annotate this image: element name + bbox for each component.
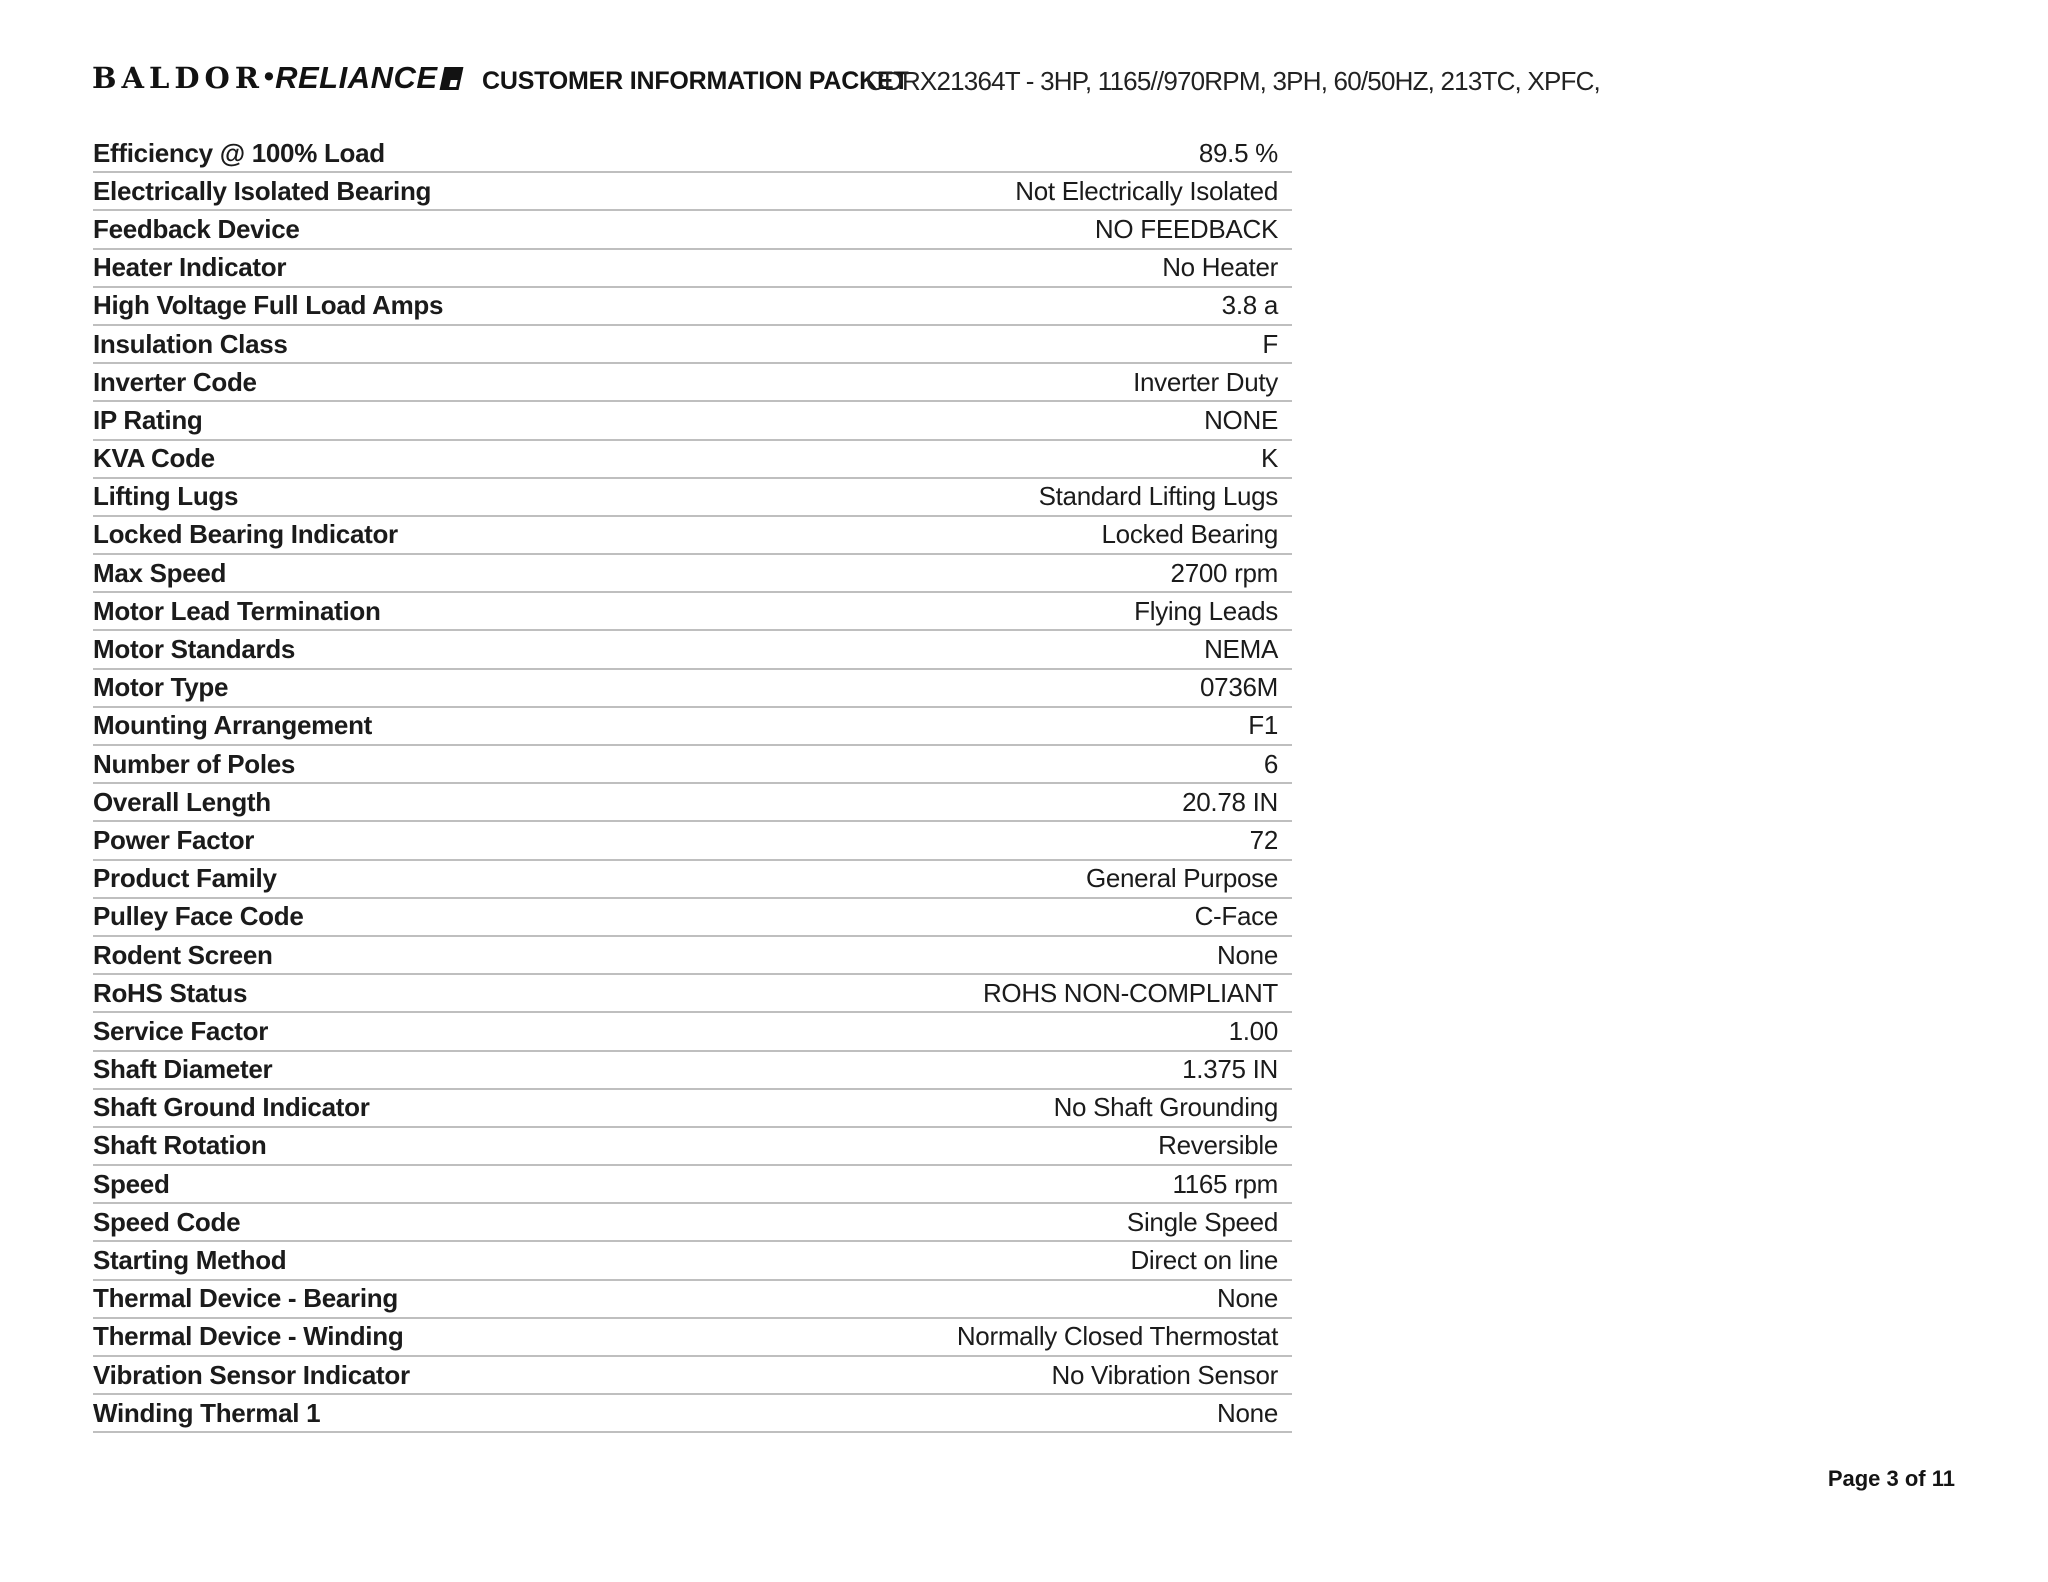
spec-label: Rodent Screen xyxy=(93,939,273,970)
spec-value: Normally Closed Thermostat xyxy=(956,1321,1278,1352)
spec-label: Speed xyxy=(93,1168,170,1199)
spec-value: No Shaft Grounding xyxy=(1053,1092,1278,1123)
spec-value: K xyxy=(1260,443,1278,474)
spec-value: 6 xyxy=(1263,748,1278,779)
spec-label: Motor Type xyxy=(93,672,229,703)
spec-label: Insulation Class xyxy=(93,328,288,359)
spec-row xyxy=(93,1166,1292,1204)
spec-row xyxy=(93,861,1292,899)
spec-row xyxy=(93,1013,1292,1051)
spec-value: 3.8 a xyxy=(1221,290,1278,321)
spec-label: Shaft Rotation xyxy=(93,1130,267,1161)
spec-row xyxy=(93,1395,1292,1433)
spec-value: NONE xyxy=(1204,404,1278,435)
spec-label: Product Family xyxy=(93,863,277,894)
spec-row xyxy=(93,1204,1292,1242)
spec-label: RoHS Status xyxy=(93,977,248,1008)
spec-value: Single Speed xyxy=(1126,1206,1278,1237)
spec-value: Standard Lifting Lugs xyxy=(1038,481,1278,512)
spec-row xyxy=(93,211,1292,249)
spec-value: F1 xyxy=(1248,710,1278,741)
spec-label: Power Factor xyxy=(93,824,255,855)
spec-row xyxy=(93,1052,1292,1090)
spec-value: Reversible xyxy=(1158,1130,1278,1161)
spec-value: No Vibration Sensor xyxy=(1051,1359,1278,1390)
spec-row xyxy=(93,364,1292,402)
spec-label: Number of Poles xyxy=(93,748,296,779)
spec-row xyxy=(93,402,1292,440)
spec-label: KVA Code xyxy=(93,443,215,474)
spec-row xyxy=(93,822,1292,860)
spec-label: Lifting Lugs xyxy=(93,481,239,512)
spec-label: Locked Bearing Indicator xyxy=(93,519,398,550)
spec-label: Heater Indicator xyxy=(93,252,287,283)
logo-dot-separator: • xyxy=(263,61,275,93)
spec-row xyxy=(93,326,1292,364)
document-title: CUSTOMER INFORMATION PACKET xyxy=(482,67,909,95)
spec-value: General Purpose xyxy=(1085,863,1278,894)
spec-label: Motor Lead Termination xyxy=(93,595,381,626)
spec-row xyxy=(93,937,1292,975)
spec-label: Feedback Device xyxy=(93,213,300,244)
spec-row xyxy=(93,288,1292,326)
spec-label: Speed Code xyxy=(93,1206,241,1237)
spec-row xyxy=(93,746,1292,784)
spec-label: IP Rating xyxy=(93,404,203,435)
spec-row xyxy=(93,173,1292,211)
spec-value: Locked Bearing xyxy=(1101,519,1278,550)
spec-row xyxy=(93,1281,1292,1319)
spec-value: NEMA xyxy=(1204,634,1278,665)
spec-value: Not Electrically Isolated xyxy=(1015,175,1278,206)
spec-label: Electrically Isolated Bearing xyxy=(93,175,432,206)
spec-label: Winding Thermal 1 xyxy=(93,1397,321,1428)
spec-label: Thermal Device - Bearing xyxy=(93,1283,398,1314)
spec-row xyxy=(93,1357,1292,1395)
spec-row xyxy=(93,899,1292,937)
spec-label: Shaft Ground Indicator xyxy=(93,1092,370,1123)
spec-label: Inverter Code xyxy=(93,366,257,397)
spec-value: None xyxy=(1217,1283,1278,1314)
spec-value: None xyxy=(1217,1397,1278,1428)
spec-row xyxy=(93,250,1292,288)
spec-label: Service Factor xyxy=(93,1015,269,1046)
spec-value: Flying Leads xyxy=(1134,595,1278,626)
baldor-wordmark: BALDOR xyxy=(92,61,264,95)
spec-row xyxy=(93,593,1292,631)
spec-value: Direct on line xyxy=(1130,1245,1278,1276)
spec-value: 0736M xyxy=(1200,672,1278,703)
spec-label: High Voltage Full Load Amps xyxy=(93,290,444,321)
spec-row xyxy=(93,708,1292,746)
spec-value: 1.00 xyxy=(1228,1015,1278,1046)
spec-value: F xyxy=(1262,328,1278,359)
spec-value: 1165 rpm xyxy=(1172,1168,1278,1199)
spec-label: Pulley Face Code xyxy=(93,901,304,932)
spec-row xyxy=(93,555,1292,593)
spec-value: NO FEEDBACK xyxy=(1094,213,1278,244)
spec-label: Efficiency @ 100% Load xyxy=(93,137,385,168)
spec-value: ROHS NON-COMPLIANT xyxy=(982,977,1278,1008)
reliance-wordmark: RELIANCE xyxy=(275,60,438,95)
spec-row xyxy=(93,479,1292,517)
spec-label: Starting Method xyxy=(93,1245,287,1276)
spec-label: Thermal Device - Winding xyxy=(93,1321,404,1352)
spec-value: 20.78 IN xyxy=(1182,786,1278,817)
spec-row xyxy=(93,975,1292,1013)
spec-label: Motor Standards xyxy=(93,634,296,665)
spec-row xyxy=(93,1242,1292,1280)
spec-value: Inverter Duty xyxy=(1133,366,1278,397)
spec-row xyxy=(93,441,1292,479)
spec-value: No Heater xyxy=(1162,252,1278,283)
product-code: CDRX21364T - 3HP, 1165//970RPM, 3PH, 60/50HZ, 213TC, XPFC, xyxy=(866,66,1600,96)
page-indicator: Page 3 of 11 xyxy=(1827,1466,1955,1491)
spec-value: 1.375 IN xyxy=(1182,1054,1278,1085)
spec-table xyxy=(93,135,1292,1433)
spec-row xyxy=(93,1128,1292,1166)
spec-value: 89.5 % xyxy=(1198,137,1278,168)
page-header xyxy=(0,58,2048,104)
spec-row xyxy=(93,784,1292,822)
spec-label: Shaft Diameter xyxy=(93,1054,273,1085)
spec-value: C-Face xyxy=(1194,901,1278,932)
spec-row xyxy=(93,517,1292,555)
spec-row xyxy=(93,1319,1292,1357)
spec-label: Overall Length xyxy=(93,786,271,817)
spec-label: Mounting Arrangement xyxy=(93,710,373,741)
spec-row xyxy=(93,135,1292,173)
spec-value: 2700 rpm xyxy=(1170,557,1278,588)
spec-row xyxy=(93,631,1292,669)
spec-label: Max Speed xyxy=(93,557,227,588)
baldor-reliance-logo xyxy=(92,60,461,96)
spec-row xyxy=(93,670,1292,708)
spec-value: None xyxy=(1217,939,1278,970)
spec-label: Vibration Sensor Indicator xyxy=(93,1359,410,1390)
reliance-mark-icon xyxy=(439,67,463,90)
spec-value: 72 xyxy=(1249,824,1278,855)
spec-row xyxy=(93,1090,1292,1128)
